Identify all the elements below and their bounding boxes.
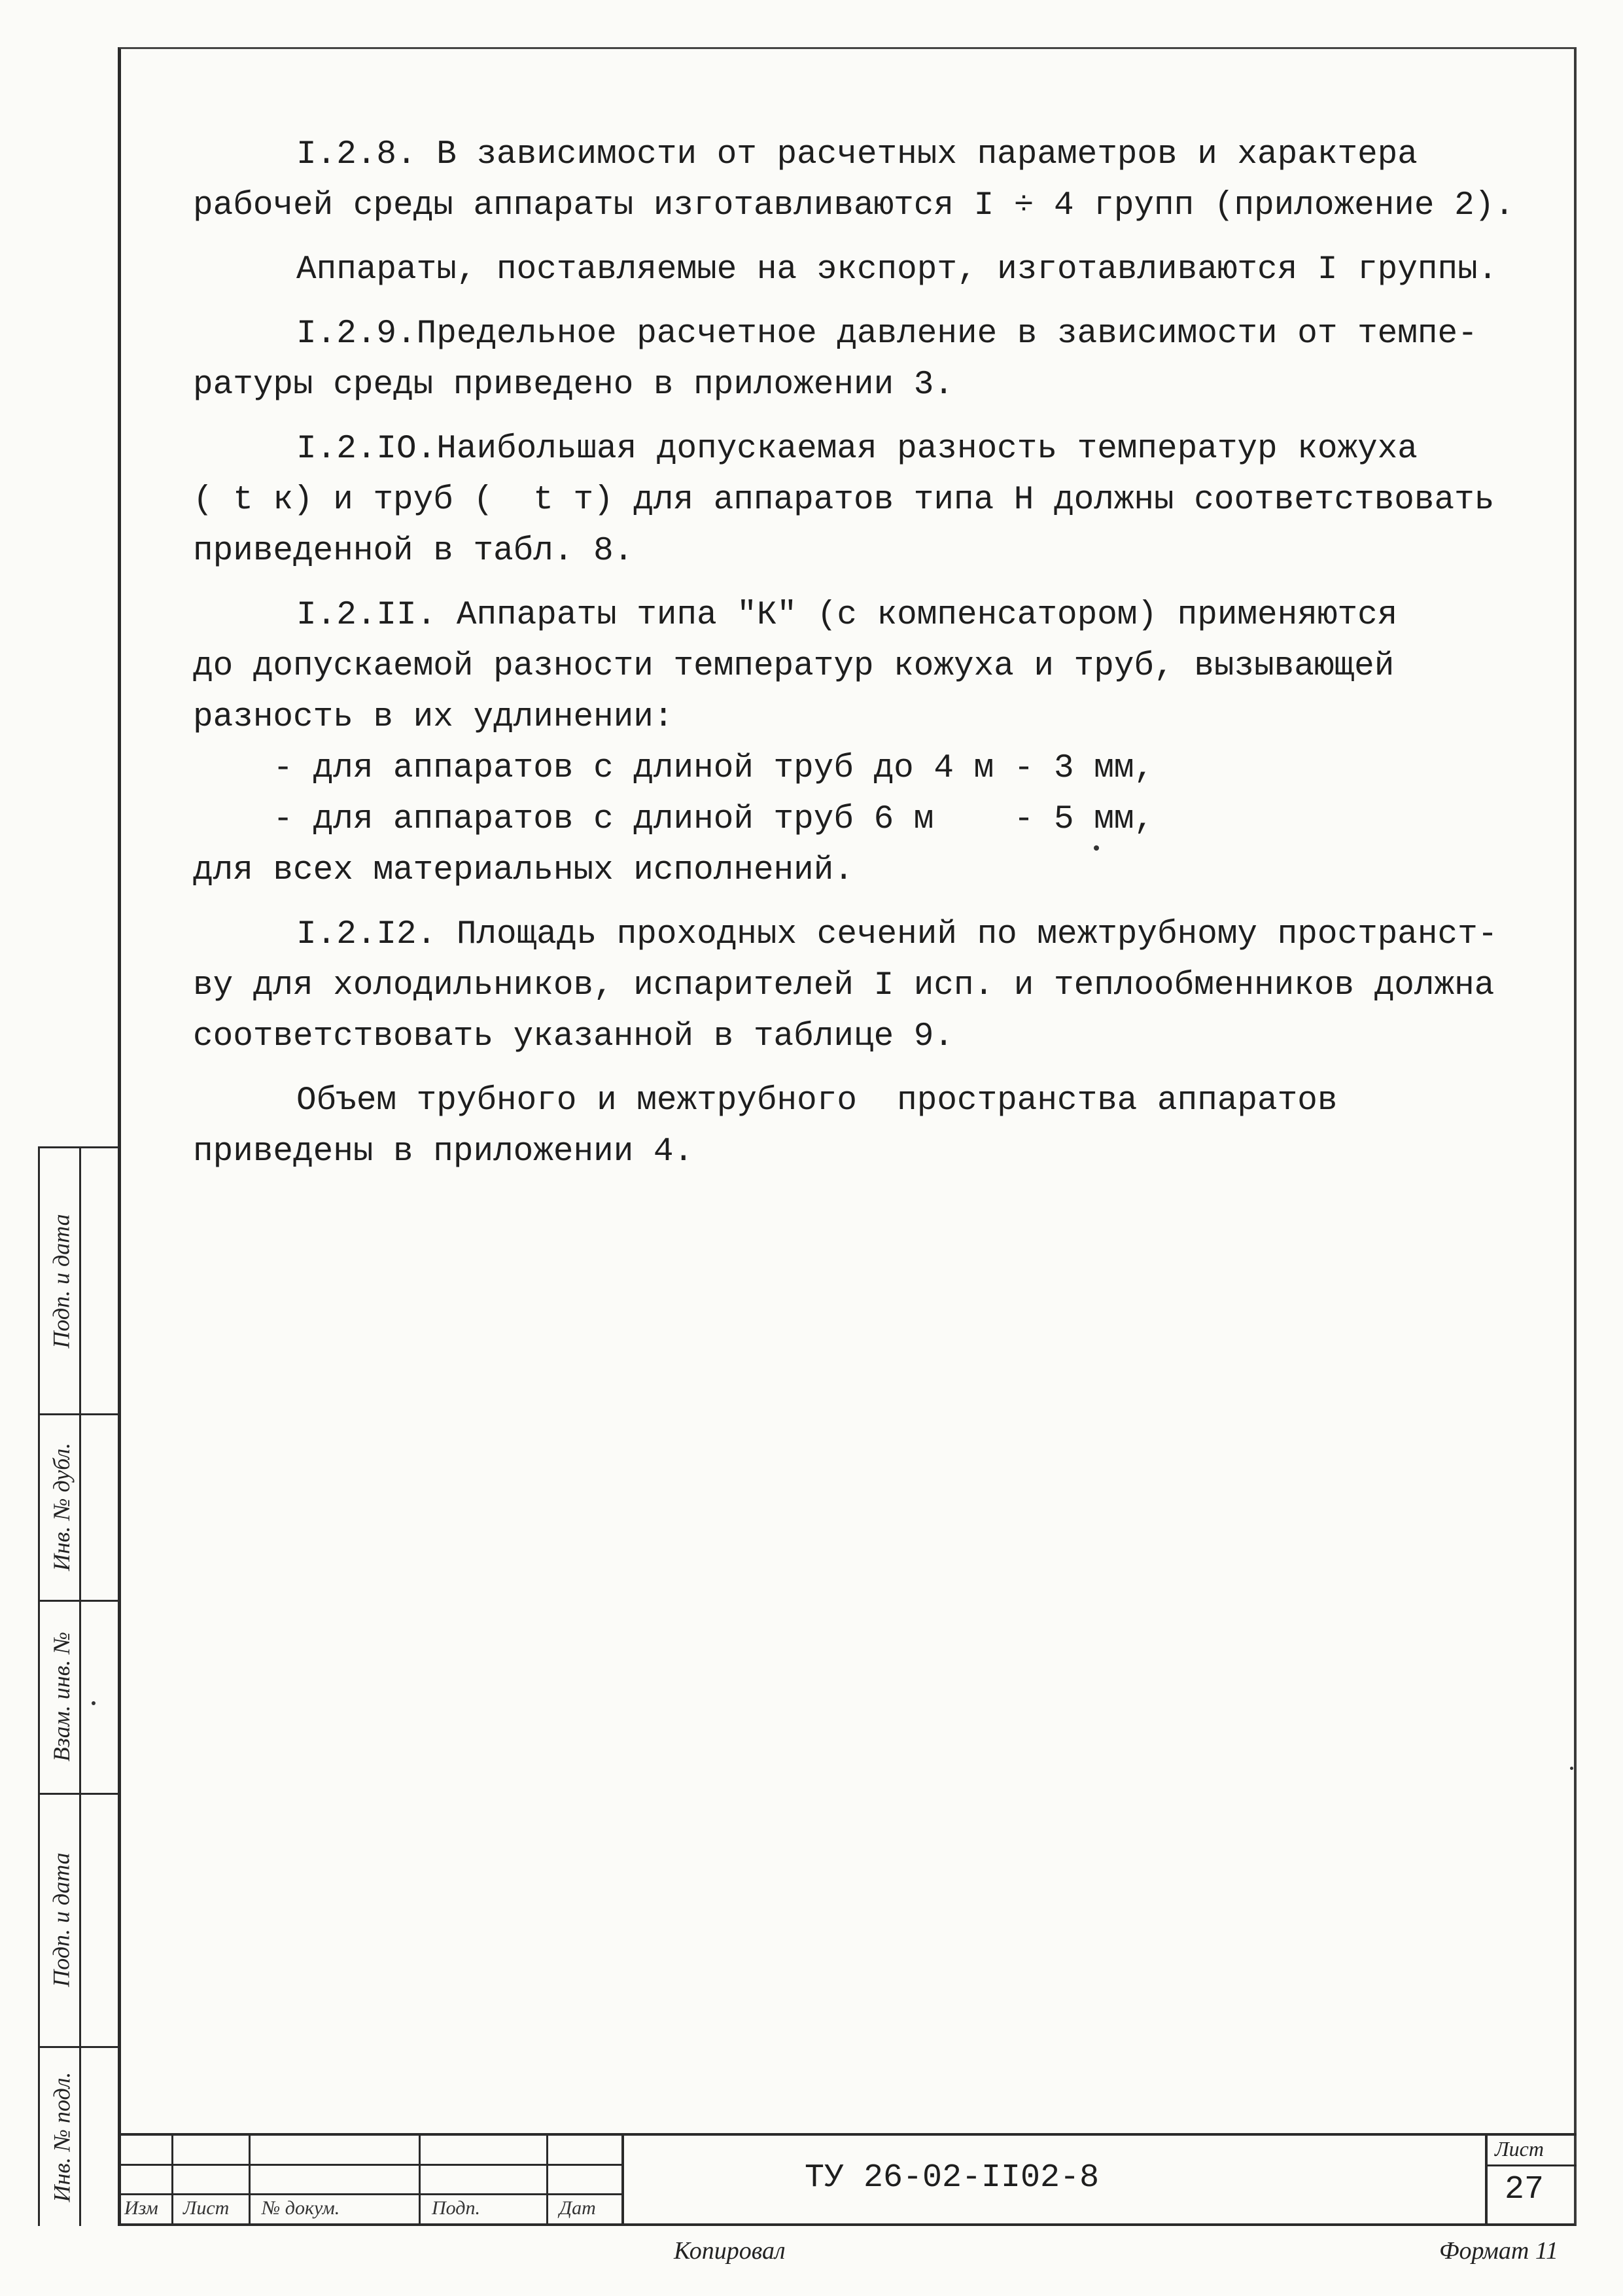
stamp-label-text: Подп. и дата (48, 1852, 75, 1987)
margin-stamp (38, 1146, 118, 2226)
scan-speck (1570, 1767, 1573, 1770)
title-block-line (249, 2133, 251, 2226)
stamp-label-orig-inv (44, 2046, 79, 2228)
paragraph-5-line-3: разность в их удлинении: (193, 699, 674, 736)
stamp-label-sign-date-2 (44, 1793, 79, 2046)
column-label-doc-number: № докум. (262, 2197, 340, 2219)
paragraph-5-line-4: - для аппаратов с длиной труб до 4 м - 3 мм, (193, 750, 1155, 787)
stamp-label-sign-date (44, 1148, 79, 1413)
title-block-line (546, 2133, 548, 2226)
stamp-label-replace-inv (44, 1600, 79, 1793)
scan-speck (92, 1701, 96, 1705)
stamp-label-text: Инв. № дубл. (48, 1442, 75, 1571)
title-block-line (171, 2133, 173, 2226)
sheet-number: 27 (1505, 2171, 1544, 2208)
paragraph-4-line-3: приведенной в табл. 8. (193, 533, 634, 570)
paragraph-1-line-2: рабочей среды аппараты изготавливаются I ÷ 4 групп (приложение 2). (193, 187, 1514, 224)
footer-copied: Копировал (674, 2237, 786, 2265)
stamp-label-text: Взам. инв. № (48, 1631, 75, 1761)
title-block-line (118, 2164, 623, 2166)
column-label-list: Лист (183, 2197, 230, 2219)
paragraph-7-line-1: Объем трубного и межтрубного пространства аппаратов (296, 1082, 1338, 1120)
paragraph-5-line-2: до допускаемой разности температур кожуха и труб, вызывающей (193, 648, 1395, 685)
paragraph-6-line-3: соответствовать указанной в таблице 9. (193, 1018, 954, 1055)
title-block-line (1485, 2133, 1488, 2226)
stamp-label-text: Инв. № подл. (48, 2072, 75, 2202)
paragraph-6-line-2: ву для холодильников, испарителей I исп. и теплообменников должна (193, 967, 1495, 1004)
paragraph-5-line-1: I.2.II. Аппараты типа "К" (с компенсатором) применяются (296, 597, 1398, 634)
scan-speck (1094, 845, 1099, 851)
column-label-date: Дат (559, 2197, 596, 2219)
column-label-izm: Изм (124, 2197, 158, 2219)
paragraph-1-line-1: I.2.8. В зависимости от расчетных параметров и характера (296, 136, 1418, 173)
footer-format: Формат 11 (1439, 2237, 1559, 2265)
paragraph-4-line-1: I.2.IO.Наибольшая допускаемая разность температур кожуха (296, 431, 1418, 468)
document-code: ТУ 26-02-II02-8 (805, 2159, 1100, 2197)
column-label-signature: Подп. (432, 2197, 480, 2219)
margin-stamp-inner-line (79, 1148, 81, 2226)
paragraph-7-line-2: приведены в приложении 4. (193, 1133, 694, 1171)
title-block-line (1485, 2164, 1577, 2166)
stamp-label-dup-inv (44, 1413, 79, 1600)
title-block-line (419, 2133, 421, 2226)
paragraph-6-line-1: I.2.I2. Площадь проходных сечений по межтрубному пространст- (296, 916, 1498, 953)
stamp-label-text: Подп. и дата (48, 1213, 75, 1349)
title-block-line (118, 2193, 623, 2195)
paragraph-5-line-5: - для аппаратов с длиной труб 6 м - 5 мм, (193, 801, 1155, 838)
paragraph-5-line-6: для всех материальных исполнений. (193, 852, 854, 889)
title-block-line (621, 2133, 624, 2226)
paragraph-3-line-1: I.2.9.Предельное расчетное давление в зависимости от темпе- (296, 315, 1478, 353)
paragraph-3-line-2: ратуры среды приведено в приложении 3. (193, 366, 954, 404)
paragraph-4-line-2: ( t к) и труб ( t т) для аппаратов типа Н должны соответствовать (193, 482, 1495, 519)
sheet-label: Лист (1495, 2137, 1544, 2161)
paragraph-2-line-1: Аппараты, поставляемые на экспорт, изготавливаются I группы. (296, 251, 1498, 289)
